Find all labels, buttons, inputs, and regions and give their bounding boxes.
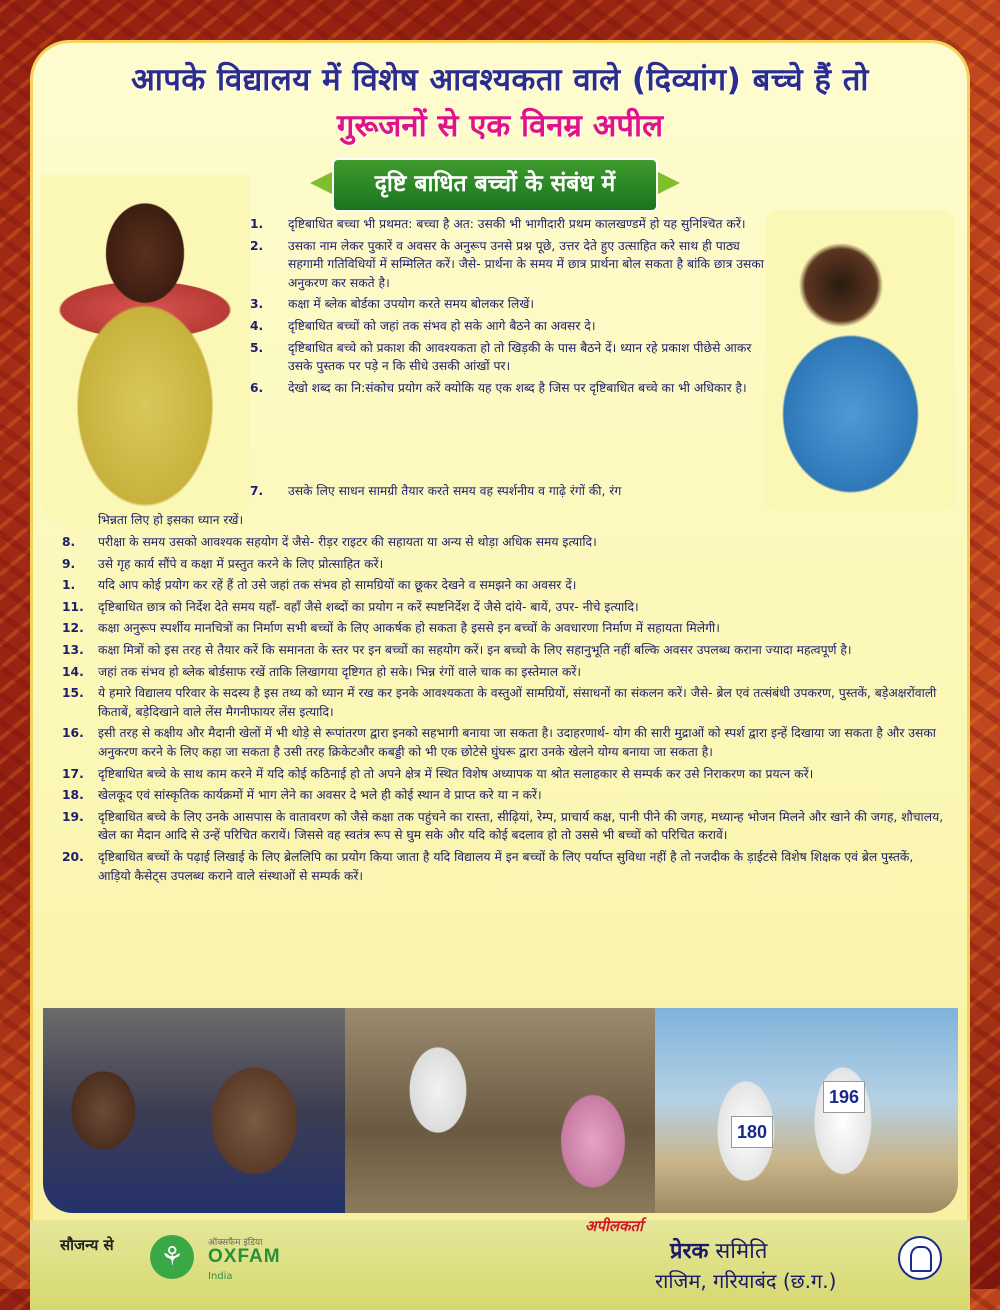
list-item (62, 808, 944, 845)
item-text: खेलकूद एवं सांस्कृतिक कार्यक्रमों में भाग लेने का अवसर दे भले ही कोई स्थान वे प्राप्त करे या न करें। (98, 788, 542, 803)
item-number: 6. (250, 380, 264, 395)
list-item-7 (250, 482, 765, 501)
organization-name-rest: समिति (708, 1239, 768, 1264)
oxfam-india-label: India (208, 1271, 233, 1282)
item-number: 20. (62, 849, 84, 864)
guideline-list-bottom (62, 533, 944, 888)
oxfam-name: OXFAM (208, 1246, 281, 1267)
item-number: 17. (62, 766, 84, 781)
sports-event-photo (655, 1008, 958, 1213)
organization-name (670, 1235, 767, 1265)
item-number: 18. (62, 788, 84, 803)
girl-photo (40, 175, 250, 530)
item-number: 5. (250, 340, 264, 355)
appellant-label: अपीलकर्ता (585, 1217, 643, 1235)
list-item (250, 295, 765, 314)
item-text: देखो शब्द का नि:संकोच प्रयोग करें क्योकि यह एक शब्द है जिस पर दृष्टिबाधित बच्चे का भी अधिकार है। (288, 380, 747, 395)
list-item (62, 848, 944, 885)
item-text: उसके लिए साधन सामग्री तैयार करते समय वह स्पर्शनीय व गाढ़े रंगों की, रंग (288, 484, 622, 498)
poster-title-line1: आपके विद्यालय में विशेष आवश्यकता वाले (दिव्यांग) बच्चे हैं तो (131, 62, 869, 98)
list-item (62, 684, 944, 721)
item-text: कक्षा अनुरूप स्पर्शीय मानचित्रों का निर्माण सभी बच्चों के लिए आकर्षक हो सकता है इससे इन बच्चों के अवधारणा निर्माण में सहायता मिलेगी। (98, 621, 720, 636)
item-number: 1. (62, 578, 76, 593)
race-bib: 180 (731, 1116, 773, 1148)
item-text: कक्षा मित्रों को इस तरह से तैयार करें कि समानता के स्तर पर इन बच्चों का सहयोग करें। इन बच्चो के लिए सहानुभूति नहीं बल्कि अवसर उपलब्ध कराना ज्यादा महत्वपूर्ण है। (98, 642, 852, 657)
list-item (62, 619, 944, 638)
list-item (250, 339, 765, 376)
item-text: यदि आप कोई प्रयोग कर रहें हैं तो उसे जहां तक संभव हो सामग्रियों का छूकर देखने व समझने का अवसर दें। (98, 578, 577, 593)
classroom-children-photo (43, 1008, 345, 1213)
item-number: 14. (62, 664, 84, 679)
boy-photo (765, 210, 955, 510)
item-number: 12. (62, 621, 84, 636)
list-item (250, 317, 765, 336)
list-item (62, 765, 944, 784)
item-number: 3. (250, 297, 264, 312)
item-number: 15. (62, 686, 84, 701)
item-text: दृष्टिबाधित बच्चों के पढ़ाई लिखाई के लिए ब्रेललिपि का प्रयोग किया जाता है यदि विद्यालय में इन बच्चों के लिए पर्याप्त सुविधा नहीं है तो नजदीक के ड़ाईटसे विशेष शिक्षक एवं ब्रेल पुस्तकें, आड़ियो कैसेट्स उपलब्ध कराने वाले संस्थाओं से सम्पर्क करें। (98, 849, 914, 883)
item-number: 4. (250, 318, 264, 333)
item-number: 9. (62, 556, 76, 571)
organization-emblem-icon (898, 1236, 942, 1280)
list-item (62, 598, 944, 617)
item-text: दृष्टिबाधित बच्चों को जहां तक संभव हो सके आगे बैठने का अवसर दे। (288, 318, 596, 333)
item-number: 8. (62, 535, 76, 549)
item-number: 7. (250, 484, 264, 498)
item-text: दृष्टिबाधित बच्चा भी प्रथमत: बच्चा है अत: उसकी भी भागीदारी प्रथम कालखण्डमें हो यह सुनिश्चित करें। (288, 217, 746, 231)
list-item (62, 663, 944, 682)
list-item (62, 724, 944, 761)
item-text: इसी तरह से कक्षीय और मैदानी खेलों में भी थोड़े से रूपांतरण द्वारा इनको सहभागी बनाया जा सकता है। उदाहरणार्थ- योग की सारी मुद्राओं को स्पर्श द्वारा इन्हें दिखाया जा सकता है और उसका अनुकरण करने के लिए कहा जा सकता है उसी तरह क्रिकेटऔर कबड्डी को भी एक छोटेसे घुंघरू द्वारा उनके खेलने योग्य बनाया जा सकता है। (98, 726, 936, 759)
section-banner (310, 158, 680, 208)
item-text: कक्षा में ब्लेक बोर्डका उपयोग करते समय बोलकर लिखें। (288, 297, 535, 312)
race-bib: 196 (823, 1081, 865, 1113)
item-number: 2. (250, 238, 264, 253)
item-text: ये हमारे विद्यालय परिवार के सदस्य है इस तथ्य को ध्यान में रख कर इनके आवश्यकता के वस्तुओं सामग्रियों, संसाधनों का संकलन करें। जैसे- ब्रेल एवं तत्संबंधी उपकरण, पुस्तकें, बड़ेअक्षरोंवाली किताबें, बड़ेदिखाने वाले लेंस मैगनीफायर लेंस इत्यादि। (98, 686, 937, 719)
organization-place: राजिम, गरियाबंद (छ.ग.) (655, 1269, 837, 1293)
item-text: उसका नाम लेकर पुकारें व अवसर के अनुरूप उनसे प्रश्न पूछे, उत्तर देते हुए उत्साहित करे साथ ही पाठ्य सहगामी गतिविधियों में सम्मिलित करें। जैसे- प्रार्थना के समय में छात्र प्रार्थना बोल सकता है बांकि छात्र उसका अनुकरण कर सकते है। (288, 238, 764, 290)
list-item (62, 576, 944, 595)
list-item (62, 555, 944, 574)
item-text: दृष्टिबाधित बच्चे के साथ काम करने में यदि कोई कठिनाई हो तो अपने क्षेत्र में स्थित विशेष अध्यापक या श्रोत सलाहकार से सम्पर्क कर उसे निराकरण का प्रयत्न करें। (98, 766, 814, 781)
item-number: 13. (62, 642, 84, 657)
guideline-list-top (250, 215, 765, 400)
item-text: दृष्टिबाधित बच्चे के लिए उनके आसपास के वातावरण को जैसे कक्षा तक पहुंचने का रास्ता, सीढ़ियां, रेम्प, प्राचार्य कक्ष, पानी पीने की जगह, मध्यान्ह भोजन मिलने और खाने की जगह, शौचालय, खेल का मैदान आदि से उन्हें परिचित करायें। जिससे वह स्वतंत्र रूप से घुम सके और यदि कोई बदलाव हो तो उससे भी बच्चों को परिचित करावें। (98, 809, 944, 843)
photo-strip (43, 1008, 958, 1213)
item-text: परीक्षा के समय उसको आवश्यक सहयोग दें जैसे- रीड़र राइटर की सहायता या अन्य से थोड़ा अधिक समय इत्यादि। (98, 535, 597, 549)
list-item (250, 379, 765, 398)
item-text: जहां तक संभव हो ब्लेक बोर्डसाफ रखें ताकि लिखागया दृष्टिगत हो सके। भिन्न रंगों वाले चाक का इस्तेमाल करें। (98, 664, 582, 679)
list-item-7-continuation: भिन्नता लिए हो इसका ध्यान रखें। (98, 513, 244, 527)
list-item (250, 237, 765, 293)
item-text: दृष्टिबाधित बच्चे को प्रकाश की आवश्यकता हो तो खिड़की के पास बैठने दें। ध्यान रहे प्रकाश पीछेसे आकर उसके पुस्तक पर पड़े न कि सीधे उसकी आंखों पर। (288, 340, 752, 374)
oxfam-hindi-name: ऑक्सफैम इंडिया (208, 1238, 263, 1248)
list-item (62, 641, 944, 660)
item-number: 11. (62, 599, 84, 614)
poster-panel (30, 40, 970, 1293)
item-number: 16. (62, 726, 84, 741)
list-item (250, 215, 765, 234)
section-banner-label: दृष्टि बाधित बच्चों के संबंध में (332, 158, 658, 212)
courtesy-label: सौजन्य से (60, 1236, 114, 1254)
item-text: उसे गृह कार्य सौंपे व कक्षा में प्रस्तुत करने के लिए प्रोत्साहित करें। (98, 556, 384, 571)
list-item (62, 533, 944, 552)
children-on-floor-photo (345, 1008, 655, 1213)
item-text: दृष्टिबाधित छात्र को निर्देश देते समय यहॉं- वहॉं जैसे शब्दों का प्रयोग न करें स्पष्टनिर्देश दें जैसे दांये- बायें, उपर- नीचे इत्यादि। (98, 599, 639, 614)
list-item (62, 786, 944, 805)
item-number: 19. (62, 809, 84, 824)
organization-name-bold: प्रेरक (670, 1239, 709, 1264)
poster-title-line2: गुरूजनों से एक विनम्र अपील (336, 108, 664, 144)
item-number: 1. (250, 217, 264, 231)
oxfam-logo-icon: ⚘ (150, 1235, 194, 1279)
